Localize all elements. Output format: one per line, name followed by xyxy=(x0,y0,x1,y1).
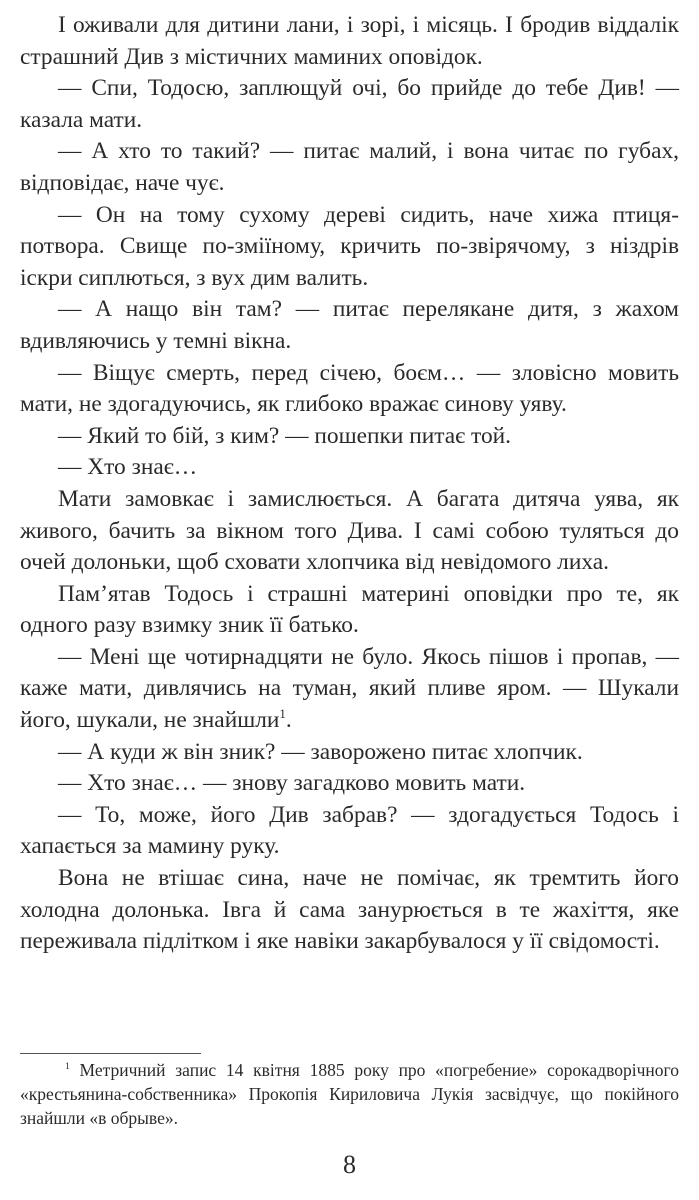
footnote-text: Метричний запис 14 квітня 1885 року про «погребение» сорокадворічного «крестьянина-собственника» Прокопія Кириловича Лукія засвідчує, що покійного знайшли «в обрыве». xyxy=(20,1060,679,1128)
footnote-marker: 1 xyxy=(65,1061,70,1073)
footnote-divider xyxy=(20,1053,201,1054)
paragraph: І оживали для дитини лани, і зорі, і місяць. І бродив віддалік страшний Див з містичних маминих оповідок. xyxy=(20,12,679,70)
footnote-reference: 1 xyxy=(279,707,286,722)
page-number: 8 xyxy=(343,1150,356,1179)
paragraph: — Спи, Тодосю, заплющуй очі, бо прийде до тебе Див! — казала мати. xyxy=(20,75,679,133)
paragraph: — А хто то такий? — питає малий, і вона читає по губах, відповідає, наче чує. xyxy=(20,138,679,196)
paragraph-text: — Мені ще чотирнадцяти не було. Якось пішов і пропав, — каже мати, дивлячись на туман, який пливе яром. — Шукали його, шукали, не знайшли xyxy=(20,643,679,734)
paragraph-with-footnote xyxy=(20,642,679,737)
paragraph: — А куди ж він зник? — заворожено питає хлопчик. xyxy=(58,738,583,765)
paragraph: — Хто знає… xyxy=(58,454,198,481)
paragraph: — Який то бій, з ким? — пошепки питає той. xyxy=(58,422,512,449)
footnote-paragraph xyxy=(20,1058,679,1130)
paragraph: — А нащо він там? — питає перелякане дитя, з жахом вдивляючись у темні вікна. xyxy=(20,296,679,354)
footnote xyxy=(20,1058,679,1130)
sentence-period: . xyxy=(285,707,292,734)
paragraph: Мати замовкає і замислюється. А багата дитяча уява, як живого, бачить за вікном того Дива. І самі собою туляться до очей долоньки, щоб сховати хлопчика від невідомого лиха. xyxy=(20,485,679,576)
paragraph: — Хто знає… — знову загадково мовить мати. xyxy=(58,770,526,797)
paragraph: Вона не втішає сина, наче не помічає, як тремтить його холодна долонька. Івга й сама занурюється в те жахіття, яке переживала підлітком і яке навіки закарбувалося у її свідомості. xyxy=(20,865,679,955)
body-text xyxy=(20,10,679,958)
paragraph: Пам’ятав Тодось і страшні материні оповідки про те, як одного разу взимку зник її батько. xyxy=(20,580,679,639)
paragraph: — Віщує смерть, перед січею, боєм… — зловісно мовить мати, не здогадуючись, як глибоко вражає синову уяву. xyxy=(20,359,679,418)
paragraph: — Он на тому сухому дереві сидить, наче хижа птиця-потвора. Свище по-зміїному, кричить по-звірячому, з ніздрів іскри сиплються, з вух дим валить. xyxy=(20,201,679,291)
paragraph: — То, може, його Див забрав? — здогадується Тодось і хапається за мамину руку. xyxy=(20,801,679,860)
